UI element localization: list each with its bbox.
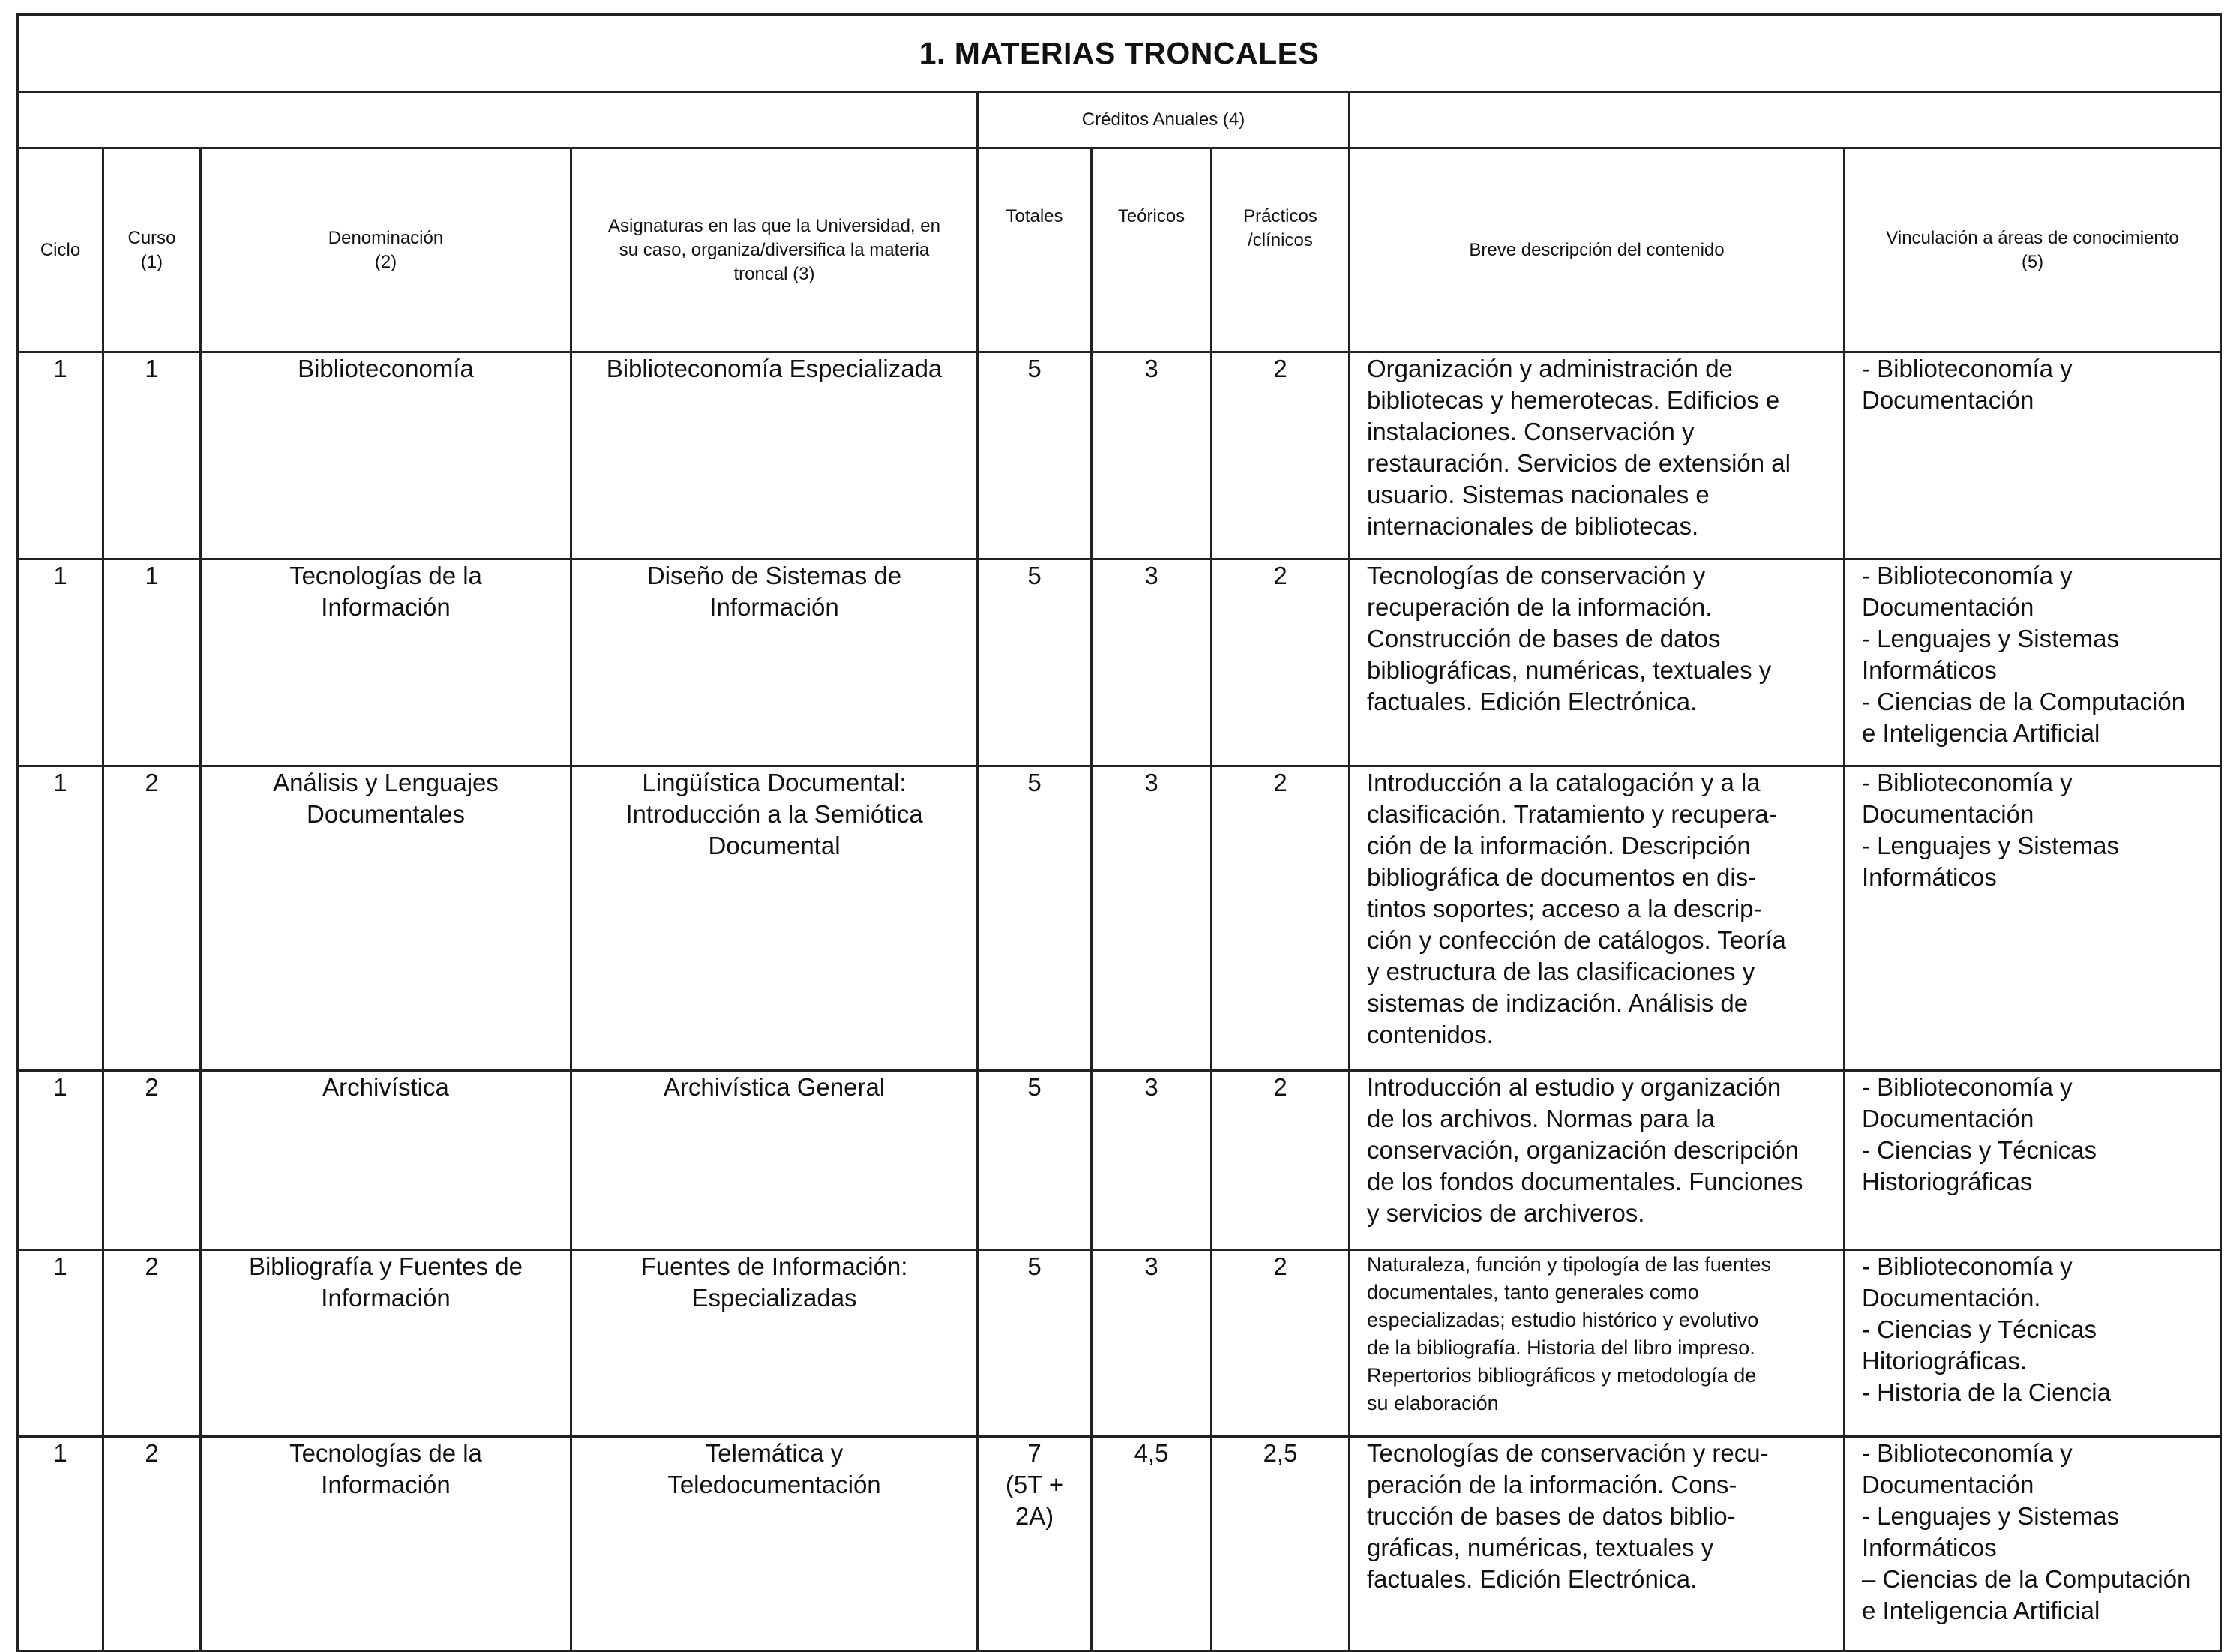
cell-asignatura-line: Lingüística Documental: [642,769,907,796]
cell-totales-line: 2A) [1015,1502,1054,1530]
cell-teoricos: 3 [1092,766,1212,1071]
cell-totales-line: 5 [1027,355,1042,382]
cell-descripcion [1350,559,1845,766]
cell-descripcion-line: ción y confección de catálogos. Teoría [1367,926,1786,954]
cell-asignatura [571,1250,978,1437]
cell-descripcion-line: Naturaleza, función y tipología de las fuentes [1367,1253,1771,1276]
cell-vinculacion-line: - Biblioteconomía y [1862,1439,2073,1467]
cell-asignatura-line: Teledocumentación [667,1471,881,1498]
cell-ciclo: 1 [18,559,103,766]
cell-asignatura [571,1437,978,1651]
cell-asignatura-line: Diseño de Sistemas de [646,562,902,589]
cell-descripcion [1350,766,1845,1071]
cell-denominacion [201,352,571,559]
cell-vinculacion-line: - Biblioteconomía y [1862,355,2073,382]
cell-vinculacion-line: Documentación. [1862,1284,2041,1312]
cell-totales [978,1071,1092,1250]
table-row [18,766,2221,1071]
cell-curso: 2 [103,1437,201,1651]
cell-curso: 2 [103,1250,201,1437]
cell-descripcion-line: de los fondos documentales. Funciones [1367,1168,1803,1195]
cell-practicos: 2 [1212,766,1350,1071]
cell-practicos: 2 [1212,1071,1350,1250]
cell-totales [978,352,1092,559]
cell-descripcion [1350,352,1845,559]
cell-descripcion-line: factuales. Edición Electrónica. [1367,688,1698,715]
cell-descripcion-line: clasificación. Tratamiento y recupera- [1367,800,1777,828]
cell-descripcion-line: y servicios de archiveros. [1367,1199,1645,1227]
cell-denominacion-line: Documentales [307,800,465,828]
cell-descripcion-line: bibliotecas y hemerotecas. Edificios e [1367,386,1780,414]
cell-asignatura-line: Introducción a la Semiótica [625,800,923,828]
table-row [18,1071,2221,1250]
cell-descripcion-line: su elaboración [1367,1392,1499,1414]
cell-descripcion-line: factuales. Edición Electrónica. [1367,1565,1698,1593]
cell-denominacion-line: Análisis y Lenguajes [273,769,499,796]
cell-vinculacion [1845,1071,2221,1250]
cell-denominacion-line: Biblioteconomía [298,355,474,382]
header-spacer-left [18,92,978,148]
cell-asignatura [571,352,978,559]
cell-descripcion-line: gráficas, numéricas, textuales y [1367,1534,1714,1561]
cell-vinculacion-line: Documentación [1862,593,2034,621]
cell-vinculacion-line: Informáticos [1862,863,1997,891]
cell-vinculacion-line: Informáticos [1862,1534,1997,1561]
col-header-ciclo: Ciclo [18,148,103,352]
cell-descripcion [1350,1071,1845,1250]
cell-totales-line: (5T + [1005,1471,1064,1498]
cell-vinculacion-line: - Ciencias y Técnicas [1862,1136,2097,1164]
col-header-asignaturas: Asignaturas en las que la Universidad, en su caso, organiza/diversifica la materia troncal (3) [571,148,978,352]
cell-vinculacion [1845,1437,2221,1651]
cell-vinculacion-line: Documentación [1862,1471,2034,1498]
cell-asignatura-line: Fuentes de Información: [640,1252,908,1280]
cell-curso: 2 [103,766,201,1071]
cell-descripcion-line: internacionales de bibliotecas. [1367,512,1699,540]
cell-descripcion-line: bibliográfica de documentos en dis- [1367,863,1757,891]
col-header-teoricos: Teóricos [1092,148,1212,352]
col-header-curso: Curso (1) [103,148,201,352]
cell-totales-line: 7 [1027,1439,1042,1467]
table-row [18,559,2221,766]
col-header-practicos: Prácticos /clínicos [1212,148,1350,352]
cell-totales-line: 5 [1027,769,1042,796]
cell-curso: 1 [103,559,201,766]
cell-practicos: 2 [1212,559,1350,766]
cell-vinculacion-line: e Inteligencia Artificial [1862,1597,2100,1624]
col-header-vinculacion: Vinculación a áreas de conocimiento (5) [1845,148,2221,352]
table-row [18,1437,2221,1651]
cell-totales-line: 5 [1027,562,1042,589]
cell-vinculacion-line: - Lenguajes y Sistemas [1862,625,2120,652]
cell-denominacion-line: Información [321,1284,451,1312]
cell-denominacion [201,559,571,766]
cell-denominacion-line: Información [321,593,451,621]
cell-descripcion-line: peración de la información. Cons- [1367,1471,1737,1498]
cell-teoricos: 3 [1092,352,1212,559]
cell-asignatura-line: Información [709,593,839,621]
cell-practicos: 2 [1212,352,1350,559]
cell-ciclo: 1 [18,352,103,559]
cell-vinculacion-line: - Ciencias de la Computación [1862,688,2186,715]
cell-descripcion-line: de la bibliografía. Historia del libro impreso. [1367,1336,1755,1359]
cell-asignatura [571,766,978,1071]
col-header-totales: Totales [978,148,1092,352]
creditos-anuales-header: Créditos Anuales (4) [978,92,1350,148]
cell-descripcion-line: tintos soportes; acceso a la descrip- [1367,895,1762,922]
cell-denominacion-line: Bibliografía y Fuentes de [248,1252,523,1280]
cell-denominacion-line: Archivística [322,1073,449,1101]
cell-descripcion-line: bibliográficas, numéricas, textuales y [1367,656,1772,684]
cell-teoricos: 4,5 [1092,1437,1212,1651]
cell-denominacion [201,1071,571,1250]
cell-vinculacion [1845,352,2221,559]
cell-totales [978,1437,1092,1651]
cell-descripcion-line: Repertorios bibliográficos y metodología de [1367,1364,1757,1387]
cell-asignatura-line: Biblioteconomía Especializada [606,355,943,382]
header-spacer-right [1350,92,2221,148]
table-title: 1. MATERIAS TRONCALES [18,15,2221,92]
cell-descripcion-line: especializadas; estudio histórico y evolutivo [1367,1309,1759,1331]
cell-asignatura [571,1071,978,1250]
cell-descripcion-line: Tecnologías de conservación y recu- [1367,1439,1769,1467]
cell-curso: 2 [103,1071,201,1250]
cell-descripcion-line: sistemas de indización. Análisis de [1367,989,1749,1017]
cell-vinculacion-line: Hitoriográficas. [1862,1347,2028,1375]
cell-descripcion-line: Construcción de bases de datos [1367,625,1721,652]
cell-vinculacion-line: e Inteligencia Artificial [1862,719,2100,747]
cell-vinculacion-line: Historiográficas [1862,1168,2033,1195]
cell-vinculacion-line: - Historia de la Ciencia [1862,1378,2111,1406]
cell-denominacion [201,1250,571,1437]
cell-ciclo: 1 [18,766,103,1071]
cell-descripcion-line: contenidos. [1367,1021,1494,1048]
cell-descripcion-line: Organización y administración de [1367,355,1733,382]
cell-descripcion-line: conservación, organización descripción [1367,1136,1799,1164]
cell-vinculacion-line: - Ciencias y Técnicas [1862,1315,2097,1343]
cell-ciclo: 1 [18,1437,103,1651]
cell-vinculacion-line: – Ciencias de la Computación [1862,1565,2191,1593]
cell-descripcion-line: trucción de bases de datos biblio- [1367,1502,1736,1530]
cell-totales-line: 5 [1027,1252,1042,1280]
table-row [18,352,2221,559]
cell-vinculacion-line: - Lenguajes y Sistemas [1862,1502,2120,1530]
cell-descripcion-line: restauración. Servicios de extensión al [1367,449,1791,477]
cell-denominacion [201,766,571,1071]
cell-vinculacion-line: Documentación [1862,800,2034,828]
table-body [18,352,2221,1651]
cell-vinculacion-line: - Biblioteconomía y [1862,769,2073,796]
cell-descripcion-line: documentales, tanto generales como [1367,1281,1699,1303]
cell-vinculacion-line: - Lenguajes y Sistemas [1862,832,2120,859]
cell-totales [978,1250,1092,1437]
cell-ciclo: 1 [18,1071,103,1250]
cell-totales [978,766,1092,1071]
cell-descripcion-line: Tecnologías de conservación y [1367,562,1706,589]
cell-totales [978,559,1092,766]
cell-denominacion-line: Información [321,1471,451,1498]
col-header-descripcion: Breve descripción del contenido [1350,148,1845,352]
col-header-denominacion: Denominación (2) [201,148,571,352]
cell-asignatura-line: Archivística General [663,1073,886,1101]
cell-vinculacion [1845,766,2221,1071]
cell-vinculacion-line: Documentación [1862,386,2034,414]
cell-vinculacion [1845,559,2221,766]
cell-vinculacion-line: - Biblioteconomía y [1862,1073,2073,1101]
cell-descripcion-line: usuario. Sistemas nacionales e [1367,481,1710,508]
cell-ciclo: 1 [18,1250,103,1437]
cell-asignatura [571,559,978,766]
cell-descripcion-line: Introducción a la catalogación y a la [1367,769,1761,796]
cell-vinculacion-line: Informáticos [1862,656,1997,684]
cell-vinculacion-line: Documentación [1862,1105,2034,1132]
cell-descripcion-line: recuperación de la información. [1367,593,1713,621]
cell-descripcion-line: ción de la información. Descripción [1367,832,1751,859]
cell-denominacion-line: Tecnologías de la [289,562,482,589]
cell-teoricos: 3 [1092,1071,1212,1250]
table-row [18,1250,2221,1437]
cell-asignatura-line: Documental [708,832,841,859]
cell-descripcion [1350,1250,1845,1437]
materias-troncales-table [16,13,2222,1652]
cell-denominacion [201,1437,571,1651]
cell-descripcion [1350,1437,1845,1651]
cell-vinculacion-line: - Biblioteconomía y [1862,562,2073,589]
cell-teoricos: 3 [1092,1250,1212,1437]
cell-practicos: 2,5 [1212,1437,1350,1651]
cell-vinculacion [1845,1250,2221,1437]
cell-descripcion-line: instalaciones. Conservación y [1367,418,1695,445]
cell-asignatura-line: Especializadas [691,1284,857,1312]
cell-practicos: 2 [1212,1250,1350,1437]
cell-asignatura-line: Telemática y [705,1439,844,1467]
cell-descripcion-line: de los archivos. Normas para la [1367,1105,1716,1132]
cell-denominacion-line: Tecnologías de la [289,1439,482,1467]
cell-curso: 1 [103,352,201,559]
cell-vinculacion-line: - Biblioteconomía y [1862,1252,2073,1280]
cell-teoricos: 3 [1092,559,1212,766]
cell-descripcion-line: Introducción al estudio y organización [1367,1073,1782,1101]
cell-descripcion-line: y estructura de las clasificaciones y [1367,958,1755,985]
cell-totales-line: 5 [1027,1073,1042,1101]
